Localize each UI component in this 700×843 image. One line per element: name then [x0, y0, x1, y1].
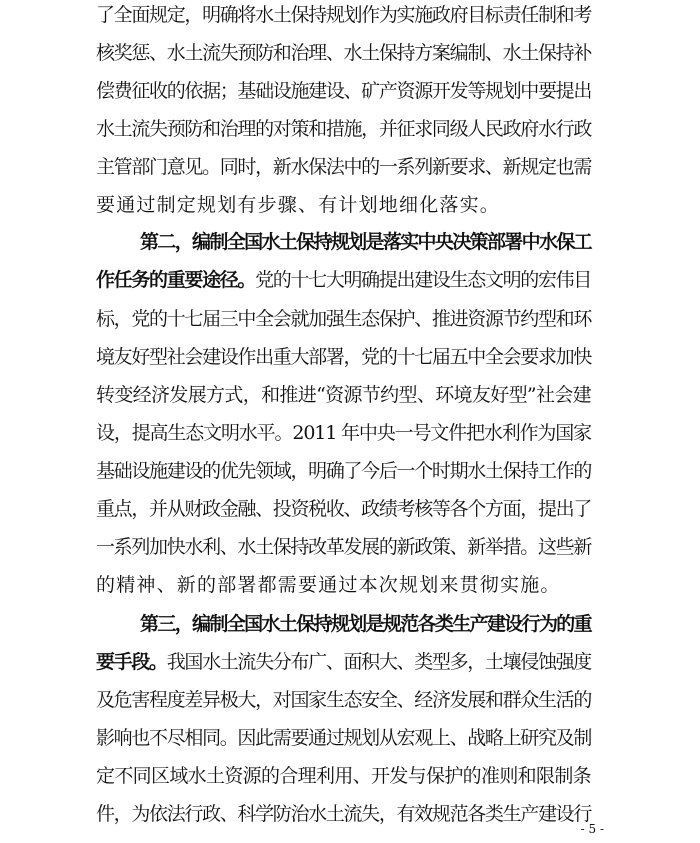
text-line — [96, 422, 591, 444]
text-line — [96, 651, 591, 673]
text-line — [96, 574, 561, 596]
text-line — [96, 118, 591, 140]
bold-heading-segment: 第三，编制全国水土保持规划是规范各类生产建设行为的重 — [140, 613, 591, 635]
text-line — [96, 269, 591, 291]
text-segment: 设，提高生态文明水平。2011 年中央一号文件把水利作为国家 — [96, 422, 591, 444]
text-line — [96, 536, 591, 558]
text-segment: 偿费征收的依据；基础设施建设、矿产资源开发等规划中要提出 — [96, 80, 591, 102]
text-segment: 党的十七大明确提出建设生态文明的宏伟目 — [255, 269, 591, 291]
text-line — [140, 613, 591, 635]
text-segment: 定不同区域水土资源的合理利用、开发与保护的准则和限制条 — [96, 765, 591, 787]
text-line — [96, 384, 591, 406]
text-line — [96, 80, 591, 102]
text-line — [96, 765, 591, 787]
text-segment: 转变经济发展方式，和推进“资源节约型、环境友好型”社会建 — [96, 384, 591, 406]
text-line — [96, 308, 591, 330]
text-segment: 主管部门意见。同时，新水保法中的一系列新要求、新规定也需 — [96, 156, 591, 178]
bold-heading-segment: 第二，编制全国水土保持规划是落实中央决策部署中水保工 — [140, 231, 591, 253]
bold-heading-segment: 作任务的重要途径。 — [96, 269, 256, 291]
text-segment: 一系列加快水利、水土保持改革发展的新政策、新举措。这些新 — [96, 536, 591, 558]
text-segment: 标，党的十七届三中全会就加强生态保护、推进资源节约型和环 — [96, 308, 591, 330]
text-line — [96, 194, 500, 216]
text-segment: 基础设施建设的优先领域，明确了今后一个时期水土保持工作的 — [96, 460, 591, 482]
text-segment: 重点，并从财政金融、投资税收、政绩考核等各个方面，提出了 — [96, 498, 591, 520]
text-line — [140, 231, 591, 253]
text-line — [96, 156, 591, 178]
text-line — [96, 42, 591, 64]
text-segment: 我国水土流失分布广、面积大、类型多，土壤侵蚀强度 — [166, 651, 591, 673]
text-line — [96, 346, 591, 368]
text-segment: 了全面规定，明确将水土保持规划作为实施政府目标责任制和考 — [96, 4, 591, 26]
text-line — [96, 460, 591, 482]
text-line — [96, 689, 591, 711]
text-line — [96, 498, 591, 520]
text-line — [96, 4, 591, 26]
text-line — [96, 803, 591, 825]
text-segment: 水土流失预防和治理的对策和措施，并征求同级人民政府水行政 — [96, 118, 591, 140]
text-segment: 影响也不尽相同。因此需要通过规划从宏观上、战略上研究及制 — [96, 727, 591, 749]
page-number: - 5 - — [580, 822, 604, 836]
text-segment: 件，为依法行政、科学防治水土流失，有效规范各类生产建设行 — [96, 803, 591, 825]
text-line — [96, 727, 591, 749]
text-segment: 的精神、新的部署都需要通过本次规划来贯彻实施。 — [96, 574, 561, 596]
text-segment: 要通过制定规划有步骤、有计划地细化落实。 — [96, 194, 501, 216]
text-segment: 核奖惩、水土流失预防和治理、水土保持方案编制、水土保持补 — [96, 42, 591, 64]
bold-heading-segment: 要手段。 — [96, 651, 167, 673]
text-segment: 境友好型社会建设作出重大部署，党的十七届五中全会要求加快 — [96, 346, 591, 368]
text-segment: 及危害程度差异极大，对国家生态安全、经济发展和群众生活的 — [96, 689, 591, 711]
